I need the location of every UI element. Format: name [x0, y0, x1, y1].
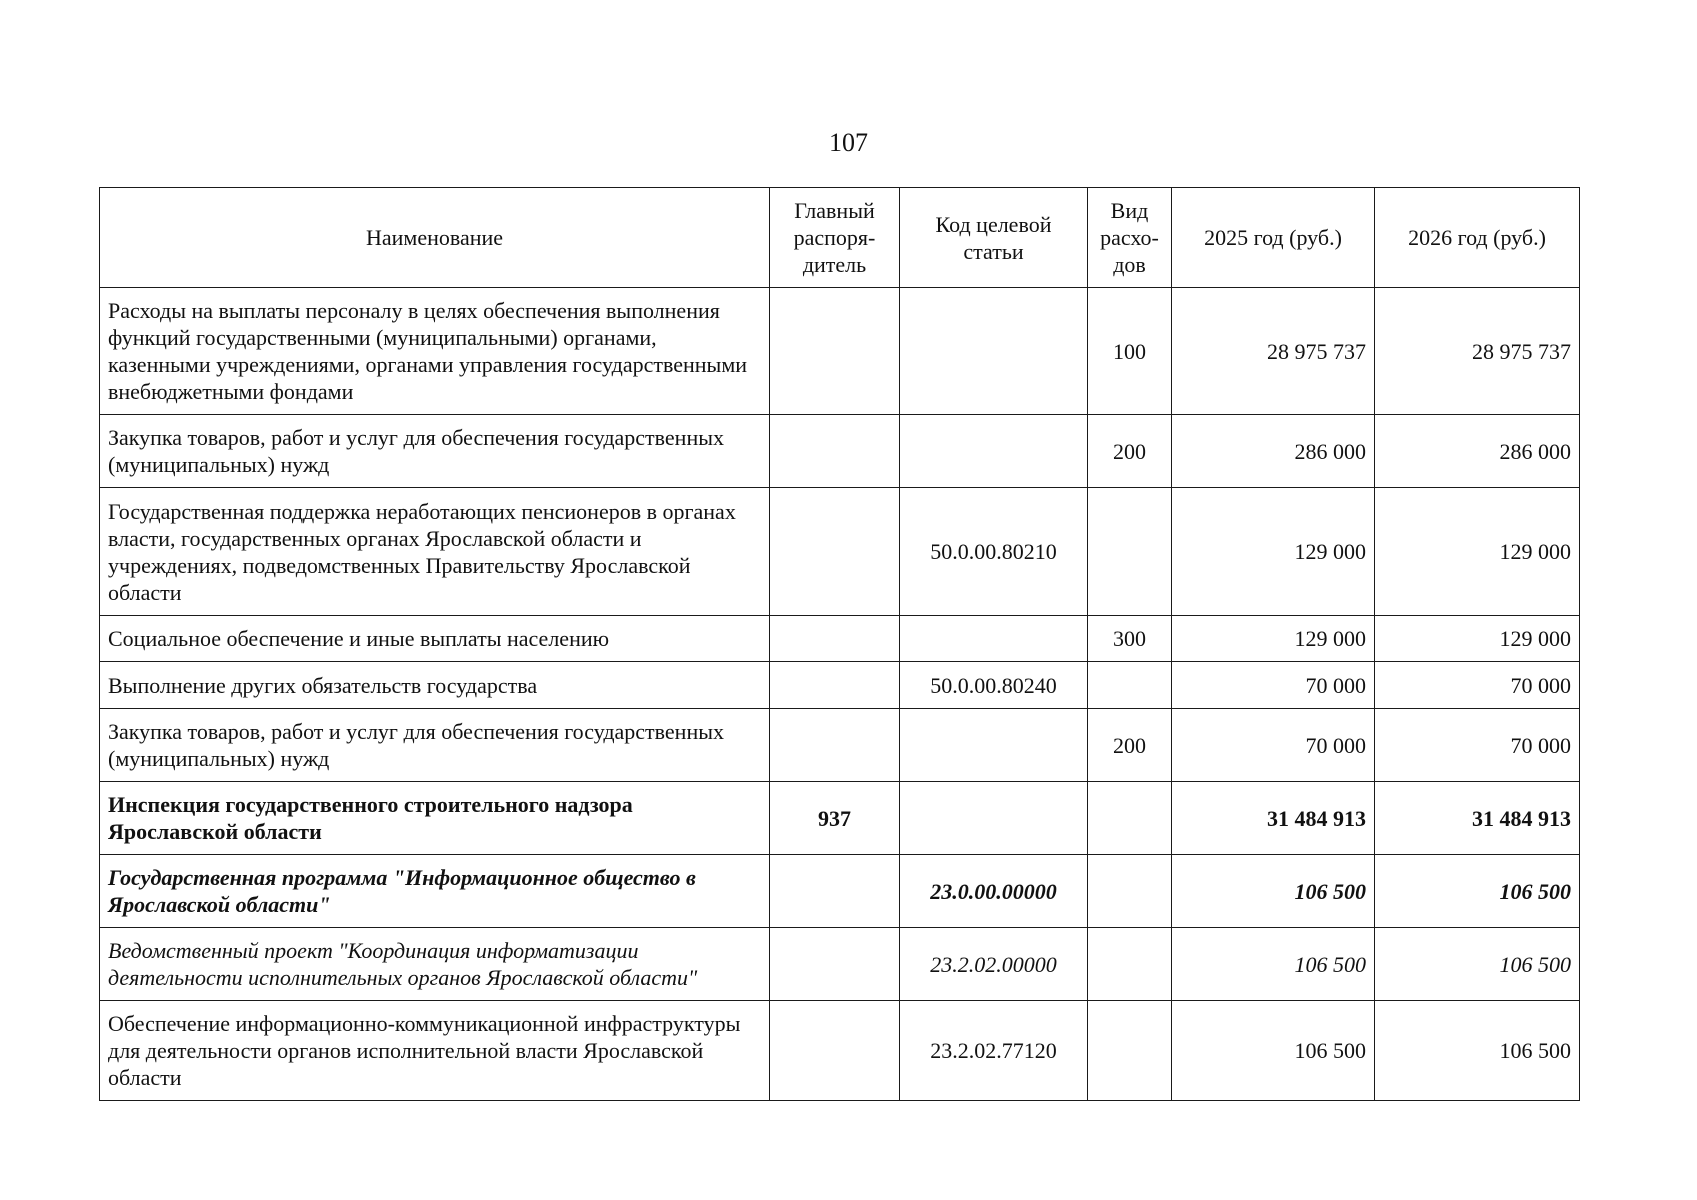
row-2026: 70 000 — [1375, 709, 1580, 782]
table-row — [100, 415, 1580, 488]
row-manager — [770, 616, 900, 662]
row-expense-type: 200 — [1088, 415, 1172, 488]
row-2025: 106 500 — [1172, 928, 1375, 1001]
row-manager — [770, 1001, 900, 1101]
row-expense-type — [1088, 662, 1172, 709]
row-manager — [770, 855, 900, 928]
row-2025: 286 000 — [1172, 415, 1375, 488]
row-manager — [770, 288, 900, 415]
row-2026: 106 500 — [1375, 855, 1580, 928]
table-row — [100, 855, 1580, 928]
row-name: Закупка товаров, работ и услуг для обеспечения государственных (муниципальных) нужд — [100, 415, 770, 488]
row-code: 23.0.00.00000 — [900, 855, 1088, 928]
row-2025: 70 000 — [1172, 709, 1375, 782]
row-name: Расходы на выплаты персоналу в целях обеспечения выполнения функций государственными (муниципальными) органами, казенными учреждениями, органами управления государственными внебюджетными фондами — [100, 288, 770, 415]
row-code — [900, 616, 1088, 662]
header-2025: 2025 год (руб.) — [1172, 188, 1375, 288]
row-code — [900, 415, 1088, 488]
row-name: Закупка товаров, работ и услуг для обеспечения государственных (муниципальных) нужд — [100, 709, 770, 782]
row-name: Выполнение других обязательств государства — [100, 662, 770, 709]
row-2026: 106 500 — [1375, 1001, 1580, 1101]
table-row — [100, 288, 1580, 415]
row-2026: 129 000 — [1375, 616, 1580, 662]
row-2025: 28 975 737 — [1172, 288, 1375, 415]
row-name: Государственная поддержка неработающих пенсионеров в органах власти, государственных органах Ярославской области и учреждениях, подведомственных Правительству Ярославской области — [100, 488, 770, 616]
table-row — [100, 1001, 1580, 1101]
header-code: Код целевой статьи — [900, 188, 1088, 288]
table-row — [100, 488, 1580, 616]
row-code — [900, 288, 1088, 415]
row-code: 23.2.02.00000 — [900, 928, 1088, 1001]
row-2026: 129 000 — [1375, 488, 1580, 616]
row-name: Обеспечение информационно-коммуникационной инфраструктуры для деятельности органов исполнительной власти Ярославской области — [100, 1001, 770, 1101]
row-manager — [770, 709, 900, 782]
row-name: Социальное обеспечение и иные выплаты населению — [100, 616, 770, 662]
row-expense-type — [1088, 1001, 1172, 1101]
row-2025: 129 000 — [1172, 616, 1375, 662]
row-2026: 70 000 — [1375, 662, 1580, 709]
row-expense-type: 100 — [1088, 288, 1172, 415]
row-expense-type — [1088, 488, 1172, 616]
table-row — [100, 928, 1580, 1001]
row-2026: 28 975 737 — [1375, 288, 1580, 415]
table-row — [100, 709, 1580, 782]
row-2026: 286 000 — [1375, 415, 1580, 488]
row-expense-type: 300 — [1088, 616, 1172, 662]
page-number: 107 — [829, 128, 868, 157]
row-name: Государственная программа "Информационное общество в Ярославской области" — [100, 855, 770, 928]
row-name: Инспекция государственного строительного надзора Ярославской области — [100, 782, 770, 855]
row-code: 50.0.00.80210 — [900, 488, 1088, 616]
row-manager — [770, 928, 900, 1001]
header-expense-type: Вид расхо-дов — [1088, 188, 1172, 288]
row-code: 23.2.02.77120 — [900, 1001, 1088, 1101]
row-2025: 31 484 913 — [1172, 782, 1375, 855]
row-name: Ведомственный проект "Координация информатизации деятельности исполнительных органов Ярославской области" — [100, 928, 770, 1001]
header-name: Наименование — [100, 188, 770, 288]
table-row — [100, 782, 1580, 855]
row-2026: 31 484 913 — [1375, 782, 1580, 855]
table-row — [100, 616, 1580, 662]
row-code — [900, 709, 1088, 782]
row-code: 50.0.00.80240 — [900, 662, 1088, 709]
row-2025: 106 500 — [1172, 855, 1375, 928]
row-manager — [770, 415, 900, 488]
row-manager — [770, 662, 900, 709]
row-2025: 106 500 — [1172, 1001, 1375, 1101]
row-manager: 937 — [770, 782, 900, 855]
row-2025: 70 000 — [1172, 662, 1375, 709]
row-expense-type — [1088, 928, 1172, 1001]
row-code — [900, 782, 1088, 855]
header-2026: 2026 год (руб.) — [1375, 188, 1580, 288]
row-2025: 129 000 — [1172, 488, 1375, 616]
row-manager — [770, 488, 900, 616]
header-manager: Главный распоря-дитель — [770, 188, 900, 288]
row-expense-type — [1088, 782, 1172, 855]
table-header-row — [100, 188, 1580, 288]
row-expense-type: 200 — [1088, 709, 1172, 782]
row-2026: 106 500 — [1375, 928, 1580, 1001]
row-expense-type — [1088, 855, 1172, 928]
budget-table — [99, 187, 1580, 1101]
table-row — [100, 662, 1580, 709]
